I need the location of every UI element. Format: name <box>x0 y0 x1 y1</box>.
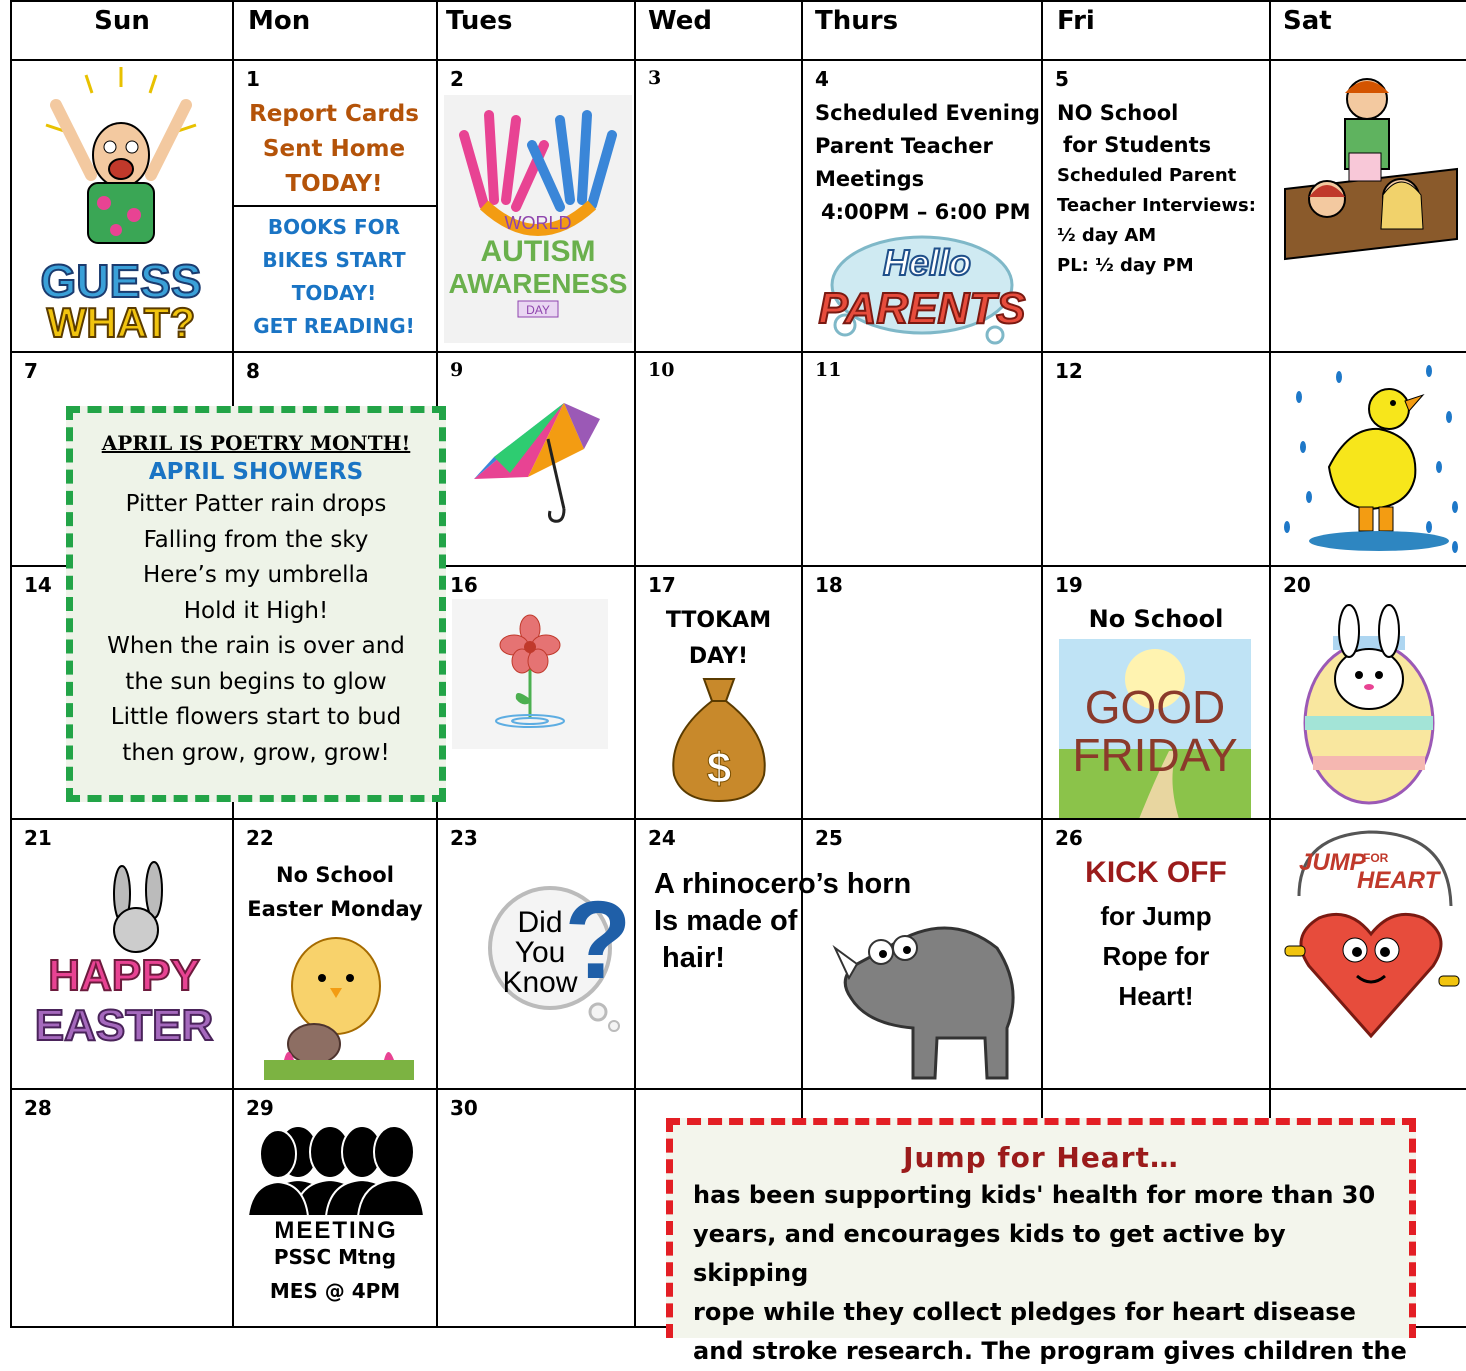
day-cell-5 <box>1041 59 1271 353</box>
day-number: 10 <box>648 359 675 381</box>
jump-logo-text: JUMP <box>1299 849 1366 876</box>
header-sat <box>1269 0 1466 61</box>
header-label: Thurs <box>815 6 899 36</box>
know-label: Know <box>502 966 578 999</box>
event-line: NO School <box>1057 101 1179 125</box>
hello-label: Hello <box>882 242 972 283</box>
day-number: 4 <box>815 67 829 91</box>
day-cell-sat-4 <box>1269 818 1466 1090</box>
fact-line: hair! <box>654 942 725 974</box>
report-cards-event <box>234 97 434 202</box>
day-number: 18 <box>815 573 843 597</box>
day-number: 7 <box>24 359 38 383</box>
heart-logo-text: HEART <box>1357 867 1440 894</box>
event-line: 4:00PM – 6:00 PM <box>821 200 1031 224</box>
jump-box-title: Jump for Heart… <box>903 1141 1179 1174</box>
divider <box>234 205 438 207</box>
fact-line: A rhinocero’s horn <box>654 868 912 900</box>
day-cell-10 <box>634 351 803 567</box>
event-line: DAY! <box>688 644 749 669</box>
meeting-silhouettes-image <box>248 1122 424 1242</box>
guess-what-cartoon <box>26 65 216 345</box>
poem-line: Here’s my umbrella <box>142 562 370 588</box>
event-line: PSSC Mtng <box>273 1245 397 1269</box>
event-line: for Jump <box>1100 901 1212 931</box>
day-number: 16 <box>450 573 478 597</box>
poem-heading: APRIL IS POETRY MONTH! <box>101 431 411 455</box>
header-mon <box>232 0 438 61</box>
poem-line: the sun begins to glow <box>125 668 387 695</box>
header-fri <box>1041 0 1271 61</box>
event-line: MES @ 4PM <box>269 1279 401 1303</box>
day-number: 23 <box>450 826 478 850</box>
header-tues <box>436 0 636 61</box>
header-label: Fri <box>1057 6 1095 36</box>
day-number: 9 <box>450 359 464 381</box>
parent-teacher-cartoon <box>1281 69 1461 279</box>
svg-text:$: $ <box>706 744 732 793</box>
day-number: 29 <box>246 1096 274 1120</box>
guess-label: GUESS <box>40 255 202 307</box>
day-cell-29 <box>232 1088 438 1328</box>
good-label: GOOD <box>1084 681 1226 733</box>
pssc-event <box>234 1240 436 1308</box>
day-cell-12 <box>1041 351 1271 567</box>
day-cell-9 <box>436 351 636 567</box>
jump-box-line: rope while they collect pledges for heart disease <box>693 1298 1356 1326</box>
day-number: 25 <box>815 826 843 850</box>
happy-easter-image <box>26 854 222 1054</box>
event-line: GET READING! <box>253 314 415 338</box>
event-line: for Students <box>1063 133 1212 157</box>
autism-label: AUTISM <box>480 235 596 268</box>
day-cell-18 <box>801 565 1043 820</box>
header-thurs <box>801 0 1043 61</box>
event-line: Heart! <box>1118 981 1194 1011</box>
rhino-fact <box>654 866 911 977</box>
poem-subheading: APRIL SHOWERS <box>148 459 364 485</box>
no-school-19-event: No School <box>1088 605 1224 633</box>
jump-box-body <box>693 1176 1409 1371</box>
day-number: 19 <box>1055 573 1083 597</box>
day-number: 14 <box>24 573 52 597</box>
day-number: 2 <box>450 67 464 91</box>
day-cell-11 <box>801 351 1043 567</box>
event-line: ½ day AM <box>1057 225 1157 246</box>
you-label: You <box>514 936 566 969</box>
day-cell-28 <box>10 1088 234 1328</box>
day-number: 20 <box>1283 573 1311 597</box>
jump-rope-event <box>1043 896 1269 1016</box>
world-label: WORLD <box>504 213 572 233</box>
day-cell-16 <box>436 565 636 820</box>
hello-parents-image <box>815 225 1029 351</box>
jump-box-line: years, and encourages kids to get active by skipping <box>693 1220 1286 1287</box>
day-number: 22 <box>246 826 274 850</box>
day-number: 11 <box>815 359 842 381</box>
event-line: No School <box>276 863 394 887</box>
books-for-bikes-event <box>234 211 434 343</box>
for-logo-text: FOR <box>1363 851 1389 865</box>
poem-line: When the rain is over and <box>107 633 405 659</box>
day-number: 30 <box>450 1096 478 1120</box>
day-number: 21 <box>24 826 52 850</box>
umbrella-image <box>464 399 604 529</box>
easter-chick-image <box>264 924 414 1080</box>
svg-text:?: ? <box>564 879 632 1002</box>
event-line: Rope for <box>1102 941 1210 971</box>
day-cell-30 <box>436 1088 636 1328</box>
friday-label: FRIDAY <box>1072 729 1238 781</box>
poem-line: then grow, grow, grow! <box>122 739 390 766</box>
day-cell-22 <box>232 818 438 1090</box>
event-line: TODAY! <box>291 281 377 305</box>
jump-box-line: has been supporting kids' health for more than 30 <box>693 1181 1376 1209</box>
day-cell-sat-1 <box>1269 59 1466 353</box>
good-friday-image <box>1059 639 1251 819</box>
what-label: WHAT? <box>46 299 196 345</box>
event-line: Parent Teacher <box>815 134 993 158</box>
day-cell-19 <box>1041 565 1271 820</box>
header-sun <box>10 0 234 61</box>
event-line: Teacher Interviews: <box>1057 195 1256 216</box>
jump-box-line: and stroke research. The program gives children the <box>693 1337 1407 1365</box>
event-line: Scheduled Evening <box>815 101 1040 125</box>
poem-line: Little flowers start to bud <box>110 704 402 730</box>
meeting-label: MEETING <box>274 1217 398 1242</box>
parents-label: PARENTS <box>818 284 1026 333</box>
header-label: Sun <box>94 6 150 36</box>
evening-meetings-event <box>815 97 1040 229</box>
header-wed <box>634 0 803 61</box>
event-line: Report Cards <box>249 101 419 127</box>
day-cell-17 <box>634 565 803 820</box>
did-label: Did <box>517 906 563 939</box>
day-cell-2 <box>436 59 636 353</box>
day-cell-20 <box>1269 565 1466 820</box>
day-cell-3 <box>634 59 803 353</box>
day-number: 3 <box>648 67 662 89</box>
ttokam-event <box>636 603 801 675</box>
day-number: 28 <box>24 1096 52 1120</box>
event-line: Sent Home <box>262 136 406 162</box>
fact-line: Is made of <box>654 905 798 937</box>
event-line: TODAY! <box>285 171 383 197</box>
easter-label: EASTER <box>34 1001 214 1050</box>
day-number: 1 <box>246 67 260 91</box>
day-cell-21 <box>10 818 234 1090</box>
day-number: 17 <box>648 573 676 597</box>
day-cell-4 <box>801 59 1043 353</box>
duck-in-rain-image <box>1279 357 1465 563</box>
header-label: Wed <box>648 6 712 36</box>
day-number: 26 <box>1055 826 1083 850</box>
poem-lines <box>73 487 439 771</box>
day-number: 12 <box>1055 359 1083 383</box>
poem-line: Falling from the sky <box>143 526 369 553</box>
autism-awareness-image <box>444 95 632 343</box>
day-cell-23 <box>436 818 636 1090</box>
day-number: 24 <box>648 826 676 850</box>
day-cell-sat-2 <box>1269 351 1466 567</box>
event-line: TTOKAM <box>665 608 772 633</box>
poetry-box <box>66 406 446 802</box>
money-bag-image <box>664 675 774 805</box>
jump-for-heart-logo <box>1279 826 1465 1066</box>
event-line: BIKES START <box>262 248 406 272</box>
header-label: Sat <box>1283 6 1332 36</box>
event-line: Scheduled Parent <box>1057 165 1237 186</box>
event-line: PL: ½ day PM <box>1057 255 1194 276</box>
day-cell-1 <box>232 59 438 353</box>
awareness-label: AWARENESS <box>448 268 628 299</box>
day-cell-26 <box>1041 818 1271 1090</box>
no-school-students-event <box>1057 97 1256 281</box>
kick-off-label: KICK OFF <box>1085 856 1227 889</box>
jump-for-heart-box <box>666 1118 1416 1365</box>
easter-monday-event <box>234 858 436 926</box>
poem-line: Pitter Patter rain drops <box>125 491 387 517</box>
event-line: Easter Monday <box>247 897 423 921</box>
day-cell-guess-what <box>10 59 234 353</box>
day-number: 5 <box>1055 67 1069 91</box>
day-number: 8 <box>246 359 260 383</box>
event-line: BOOKS FOR <box>267 215 401 239</box>
poem-line: Hold it High! <box>183 597 329 624</box>
header-label: Mon <box>248 6 311 36</box>
event-line: Meetings <box>815 167 925 191</box>
day-label: DAY <box>526 303 550 317</box>
flower-image <box>452 599 608 749</box>
happy-label: HAPPY <box>48 951 200 1000</box>
did-you-know-image <box>488 862 634 1032</box>
easter-egg-bunny-image <box>1283 603 1453 809</box>
header-label: Tues <box>446 6 513 36</box>
